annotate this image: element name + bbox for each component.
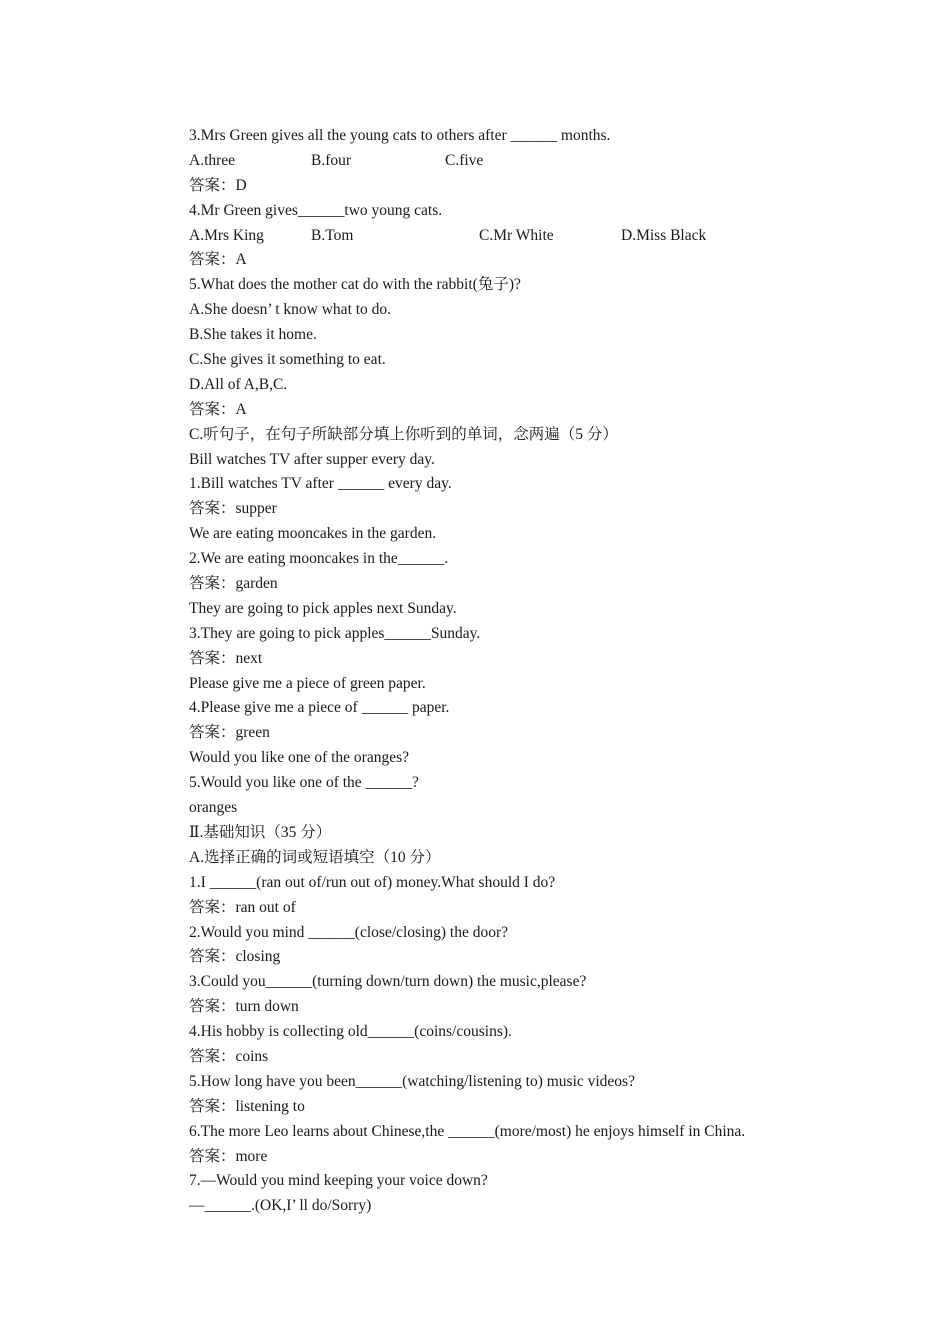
answer-line: 答案：coins xyxy=(189,1047,269,1065)
option-b: B.four xyxy=(311,151,352,169)
answer-line: oranges xyxy=(189,799,238,817)
answer-line: 答案：green xyxy=(189,724,270,742)
question-4: 4.Mr Green gives______two young cats. xyxy=(189,201,443,219)
answer-line: 答案：supper xyxy=(189,500,277,518)
option-line: B.She takes it home. xyxy=(189,326,317,344)
question-4-options xyxy=(189,224,889,249)
answer-line: 答案：more xyxy=(189,1147,268,1165)
option-c: C.five xyxy=(445,151,484,169)
question-line: 6.The more Leo learns about Chinese,the ______(more/most) he enjoys himself in China. xyxy=(189,1122,746,1140)
answer-4: 答案：A xyxy=(189,251,247,269)
option-a: A.Mrs King xyxy=(189,226,264,244)
answer-line: 答案：listening to xyxy=(189,1097,305,1115)
sentence-line: Please give me a piece of green paper. xyxy=(189,674,426,692)
option-line: C.She gives it something to eat. xyxy=(189,351,386,369)
question-3-options xyxy=(189,149,889,174)
option-c: C.Mr White xyxy=(479,226,554,244)
question-line: 5.How long have you been______(watching/listening to) music videos? xyxy=(189,1072,635,1090)
answer-line: 答案：garden xyxy=(189,575,278,593)
question-line: —______.(OK,I’ ll do/Sorry) xyxy=(189,1197,372,1215)
answer-line: 答案：turn down xyxy=(189,998,299,1016)
sentence-line: Bill watches TV after supper every day. xyxy=(189,450,435,468)
question-line: 7.—Would you mind keeping your voice down? xyxy=(189,1172,488,1190)
question-line: 1.Bill watches TV after ______ every day. xyxy=(189,475,452,493)
option-a: A.three xyxy=(189,151,236,169)
subsection-heading: A.选择正确的词或短语填空（10 分） xyxy=(189,848,441,866)
answer-line: 答案：A xyxy=(189,400,247,418)
sentence-line: Would you like one of the oranges? xyxy=(189,749,409,767)
question-line: 4.His hobby is collecting old______(coins/cousins). xyxy=(189,1023,512,1041)
question-line: 5.Would you like one of the ______? xyxy=(189,774,419,792)
question-3: 3.Mrs Green gives all the young cats to others after ______ months. xyxy=(189,127,611,144)
answer-line: 答案：closing xyxy=(189,948,281,966)
sentence-line: They are going to pick apples next Sunday. xyxy=(189,599,457,617)
question-line: 2.We are eating mooncakes in the______. xyxy=(189,550,449,568)
answer-3: 答案：D xyxy=(189,176,247,194)
answer-line: 答案：ran out of xyxy=(189,898,296,916)
document-page xyxy=(189,124,889,1219)
question-line: 4.Please give me a piece of ______ paper. xyxy=(189,699,450,717)
section-heading: C.听句子，在句子所缺部分填上你听到的单词，念两遍（5 分） xyxy=(189,425,618,443)
question-line: 2.Would you mind ______(close/closing) the door? xyxy=(189,923,509,941)
section-heading: Ⅱ.基础知识（35 分） xyxy=(189,823,332,841)
question-line: 1.I ______(ran out of/run out of) money.What should I do? xyxy=(189,873,556,891)
option-line: A.She doesn’ t know what to do. xyxy=(189,301,392,319)
option-b: B.Tom xyxy=(311,226,354,244)
question-5: 5.What does the mother cat do with the rabbit(兔子)? xyxy=(189,276,521,294)
option-d: D.Miss Black xyxy=(621,226,707,244)
question-line: 3.Could you______(turning down/turn down) the music,please? xyxy=(189,973,587,991)
question-line: 3.They are going to pick apples______Sunday. xyxy=(189,624,481,642)
sentence-line: We are eating mooncakes in the garden. xyxy=(189,525,437,543)
answer-line: 答案：next xyxy=(189,649,263,667)
option-line: D.All of A,B,C. xyxy=(189,375,288,393)
